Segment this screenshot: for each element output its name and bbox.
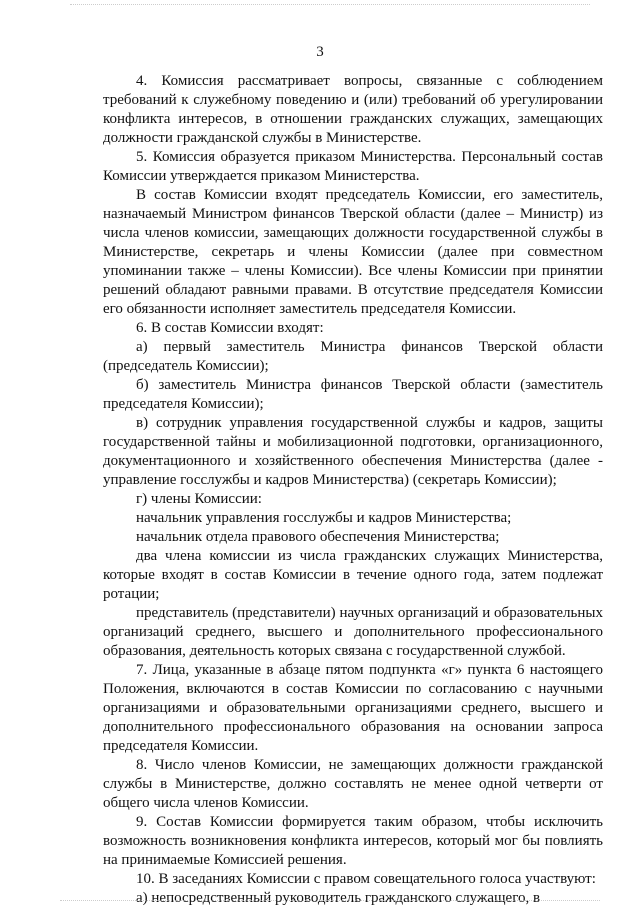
- paragraph-8: 8. Число членов Комиссии, не замещающих должности гражданской службы в Министерстве, должно составлять не менее одной четверти от общего числа членов Комиссии.: [103, 757, 603, 811]
- scan-artifact-bottom: [60, 898, 600, 901]
- document-body: [103, 72, 603, 908]
- member-item-2: начальник отдела правового обеспечения Министерства;: [136, 529, 500, 545]
- paragraph-9: 9. Состав Комиссии формируется таким образом, чтобы исключить возможность возникновения конфликта интересов, который мог бы повлиять на принимаемые Комиссией решения.: [103, 814, 603, 868]
- paragraph-10a: а) непосредственный руководитель гражданского служащего, в: [136, 890, 541, 906]
- paragraph-6g: г) члены Комиссии:: [136, 491, 262, 507]
- paragraph-4: 4. Комиссия рассматривает вопросы, связанные с соблюдением требований к служебному поведению и (или) требований об урегулировании конфликта интересов, в отношении гражданских служащих, замещающих должности гражданской службы в Министерстве.: [103, 73, 603, 146]
- paragraph-5: 5. Комиссия образуется приказом Министерства. Персональный состав Комиссии утверждается приказом Министерства.: [103, 149, 603, 184]
- paragraph-6a: а) первый заместитель Министра финансов Тверской области (председатель Комиссии);: [103, 339, 603, 374]
- scan-artifact-top: [70, 4, 590, 7]
- paragraph-10: 10. В заседаниях Комиссии с правом совещательного голоса участвуют:: [136, 871, 596, 887]
- paragraph-6b: б) заместитель Министра финансов Тверской области (заместитель председателя Комиссии);: [103, 377, 603, 412]
- paragraph-6v: в) сотрудник управления государственной службы и кадров, защиты государственной тайны и мобилизационной подготовки, организационного, документационного и хозяйственного обеспечения Министерства (далее - управление госслужбы и кадров Министерства) (секретарь Комиссии);: [103, 415, 603, 488]
- member-item-1: начальник управления госслужбы и кадров Министерства;: [136, 510, 512, 526]
- member-item-4: представитель (представители) научных организаций и образовательных организаций среднего, высшего и дополнительного профессионального образования, деятельность которых связана с государственной службой.: [103, 605, 603, 659]
- member-item-3: два члена комиссии из числа гражданских служащих Министерства, которые входят в состав Комиссии в течение одного года, затем подлежат ротации;: [103, 548, 603, 602]
- paragraph-composition: В состав Комиссии входят председатель Комиссии, его заместитель, назначаемый Министром финансов Тверской области (далее – Министр) из числа членов комиссии, замещающих должности государственной службы в Министерстве, секретарь и члены Комиссии (далее при совместном упоминании также – члены Комиссии). Все члены Комиссии при принятии решений обладают равными правами. В отсутствие председателя Комиссии его обязанности исполняет заместитель председателя Комиссии.: [103, 187, 603, 317]
- paragraph-7: 7. Лица, указанные в абзаце пятом подпункта «г» пункта 6 настоящего Положения, включаются в состав Комиссии по согласованию с научными организациями и образовательными организациями среднего, высшего и дополнительного профессионального образования на основании запроса председателя Комиссии.: [103, 662, 603, 754]
- paragraph-6: 6. В состав Комиссии входят:: [136, 320, 324, 336]
- page-number: 3: [316, 44, 324, 60]
